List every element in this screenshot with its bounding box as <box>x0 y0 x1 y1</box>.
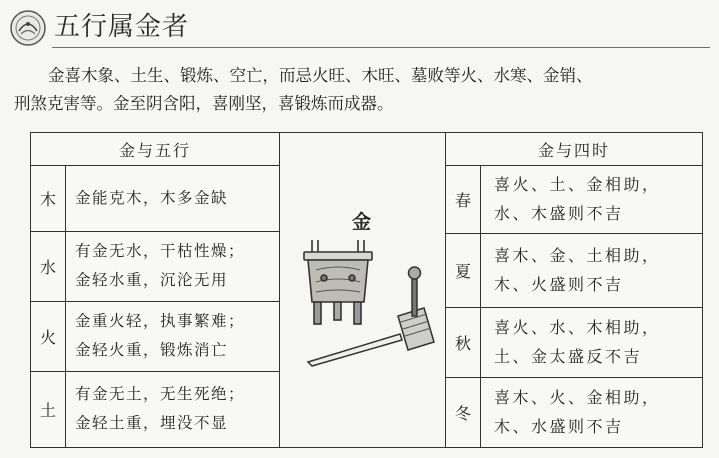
element-label: 火 <box>31 301 66 371</box>
table-row-water <box>31 231 279 302</box>
description-line: 木、水盛则不吉 <box>494 417 624 436</box>
table-row-winter <box>446 377 702 447</box>
description-line: 水、木盛则不吉 <box>494 204 624 223</box>
description-line: 金重火轻，执事繁难； <box>75 312 246 330</box>
description-line: 有金无土，无生死绝； <box>75 385 246 403</box>
season-label: 冬 <box>446 377 481 447</box>
element-description <box>75 231 271 301</box>
table-header: 金与五行 <box>31 133 279 166</box>
season-label: 春 <box>446 165 481 233</box>
season-description <box>494 307 694 377</box>
bronze-ding-and-sword-icon <box>290 230 450 380</box>
section-title: 五行属金者 <box>54 12 190 42</box>
metal-four-seasons-table <box>445 132 703 448</box>
element-description <box>75 371 271 447</box>
description-line: 金轻土重，埋没不显 <box>75 414 229 432</box>
description-line: 喜木、金、土相助， <box>494 246 661 265</box>
table-header: 金与四时 <box>446 133 702 166</box>
intro-line-1: 金喜木象、土生、锻炼、空亡，而忌火旺、木旺、墓败等火、水寒、金销、 <box>48 66 593 85</box>
season-label: 夏 <box>446 233 481 307</box>
table-row-wood <box>31 165 279 232</box>
season-description <box>494 377 694 447</box>
description-line: 喜木、火、金相助， <box>494 388 661 407</box>
description-line: 金轻火重，锻炼消亡 <box>75 341 229 359</box>
season-label: 秋 <box>446 307 481 377</box>
description-line: 喜火、水、木相助， <box>494 318 661 337</box>
metal-five-elements-table <box>30 132 280 448</box>
description-line: 金轻水重，沉沦无用 <box>75 271 229 289</box>
element-label: 水 <box>31 231 66 301</box>
element-label: 土 <box>31 371 66 447</box>
description-line: 金能克木，木多金缺 <box>75 188 229 207</box>
element-description <box>75 301 271 371</box>
season-description <box>494 165 694 233</box>
section-header <box>0 0 719 56</box>
table-row-summer <box>446 233 702 308</box>
seal-logo-icon <box>9 9 47 47</box>
description-line: 木、火盛则不吉 <box>494 275 624 294</box>
table-row-fire <box>31 301 279 372</box>
table-row-spring <box>446 165 702 234</box>
element-description <box>75 165 271 231</box>
metal-label: 金 <box>352 211 372 233</box>
table-row-autumn <box>446 307 702 378</box>
table-row-earth <box>31 371 279 447</box>
element-label: 木 <box>31 165 66 231</box>
season-description <box>494 233 694 307</box>
intro-paragraph <box>0 62 719 118</box>
description-line: 喜火、土、金相助， <box>494 175 661 194</box>
description-line: 土、金太盛反不吉 <box>494 347 643 366</box>
intro-line-2: 刑煞克害等。金至阴含阳，喜刚坚，喜锻炼而成器。 <box>14 94 394 113</box>
description-line: 有金无水，干枯性燥； <box>75 242 246 260</box>
header-divider <box>52 47 710 48</box>
